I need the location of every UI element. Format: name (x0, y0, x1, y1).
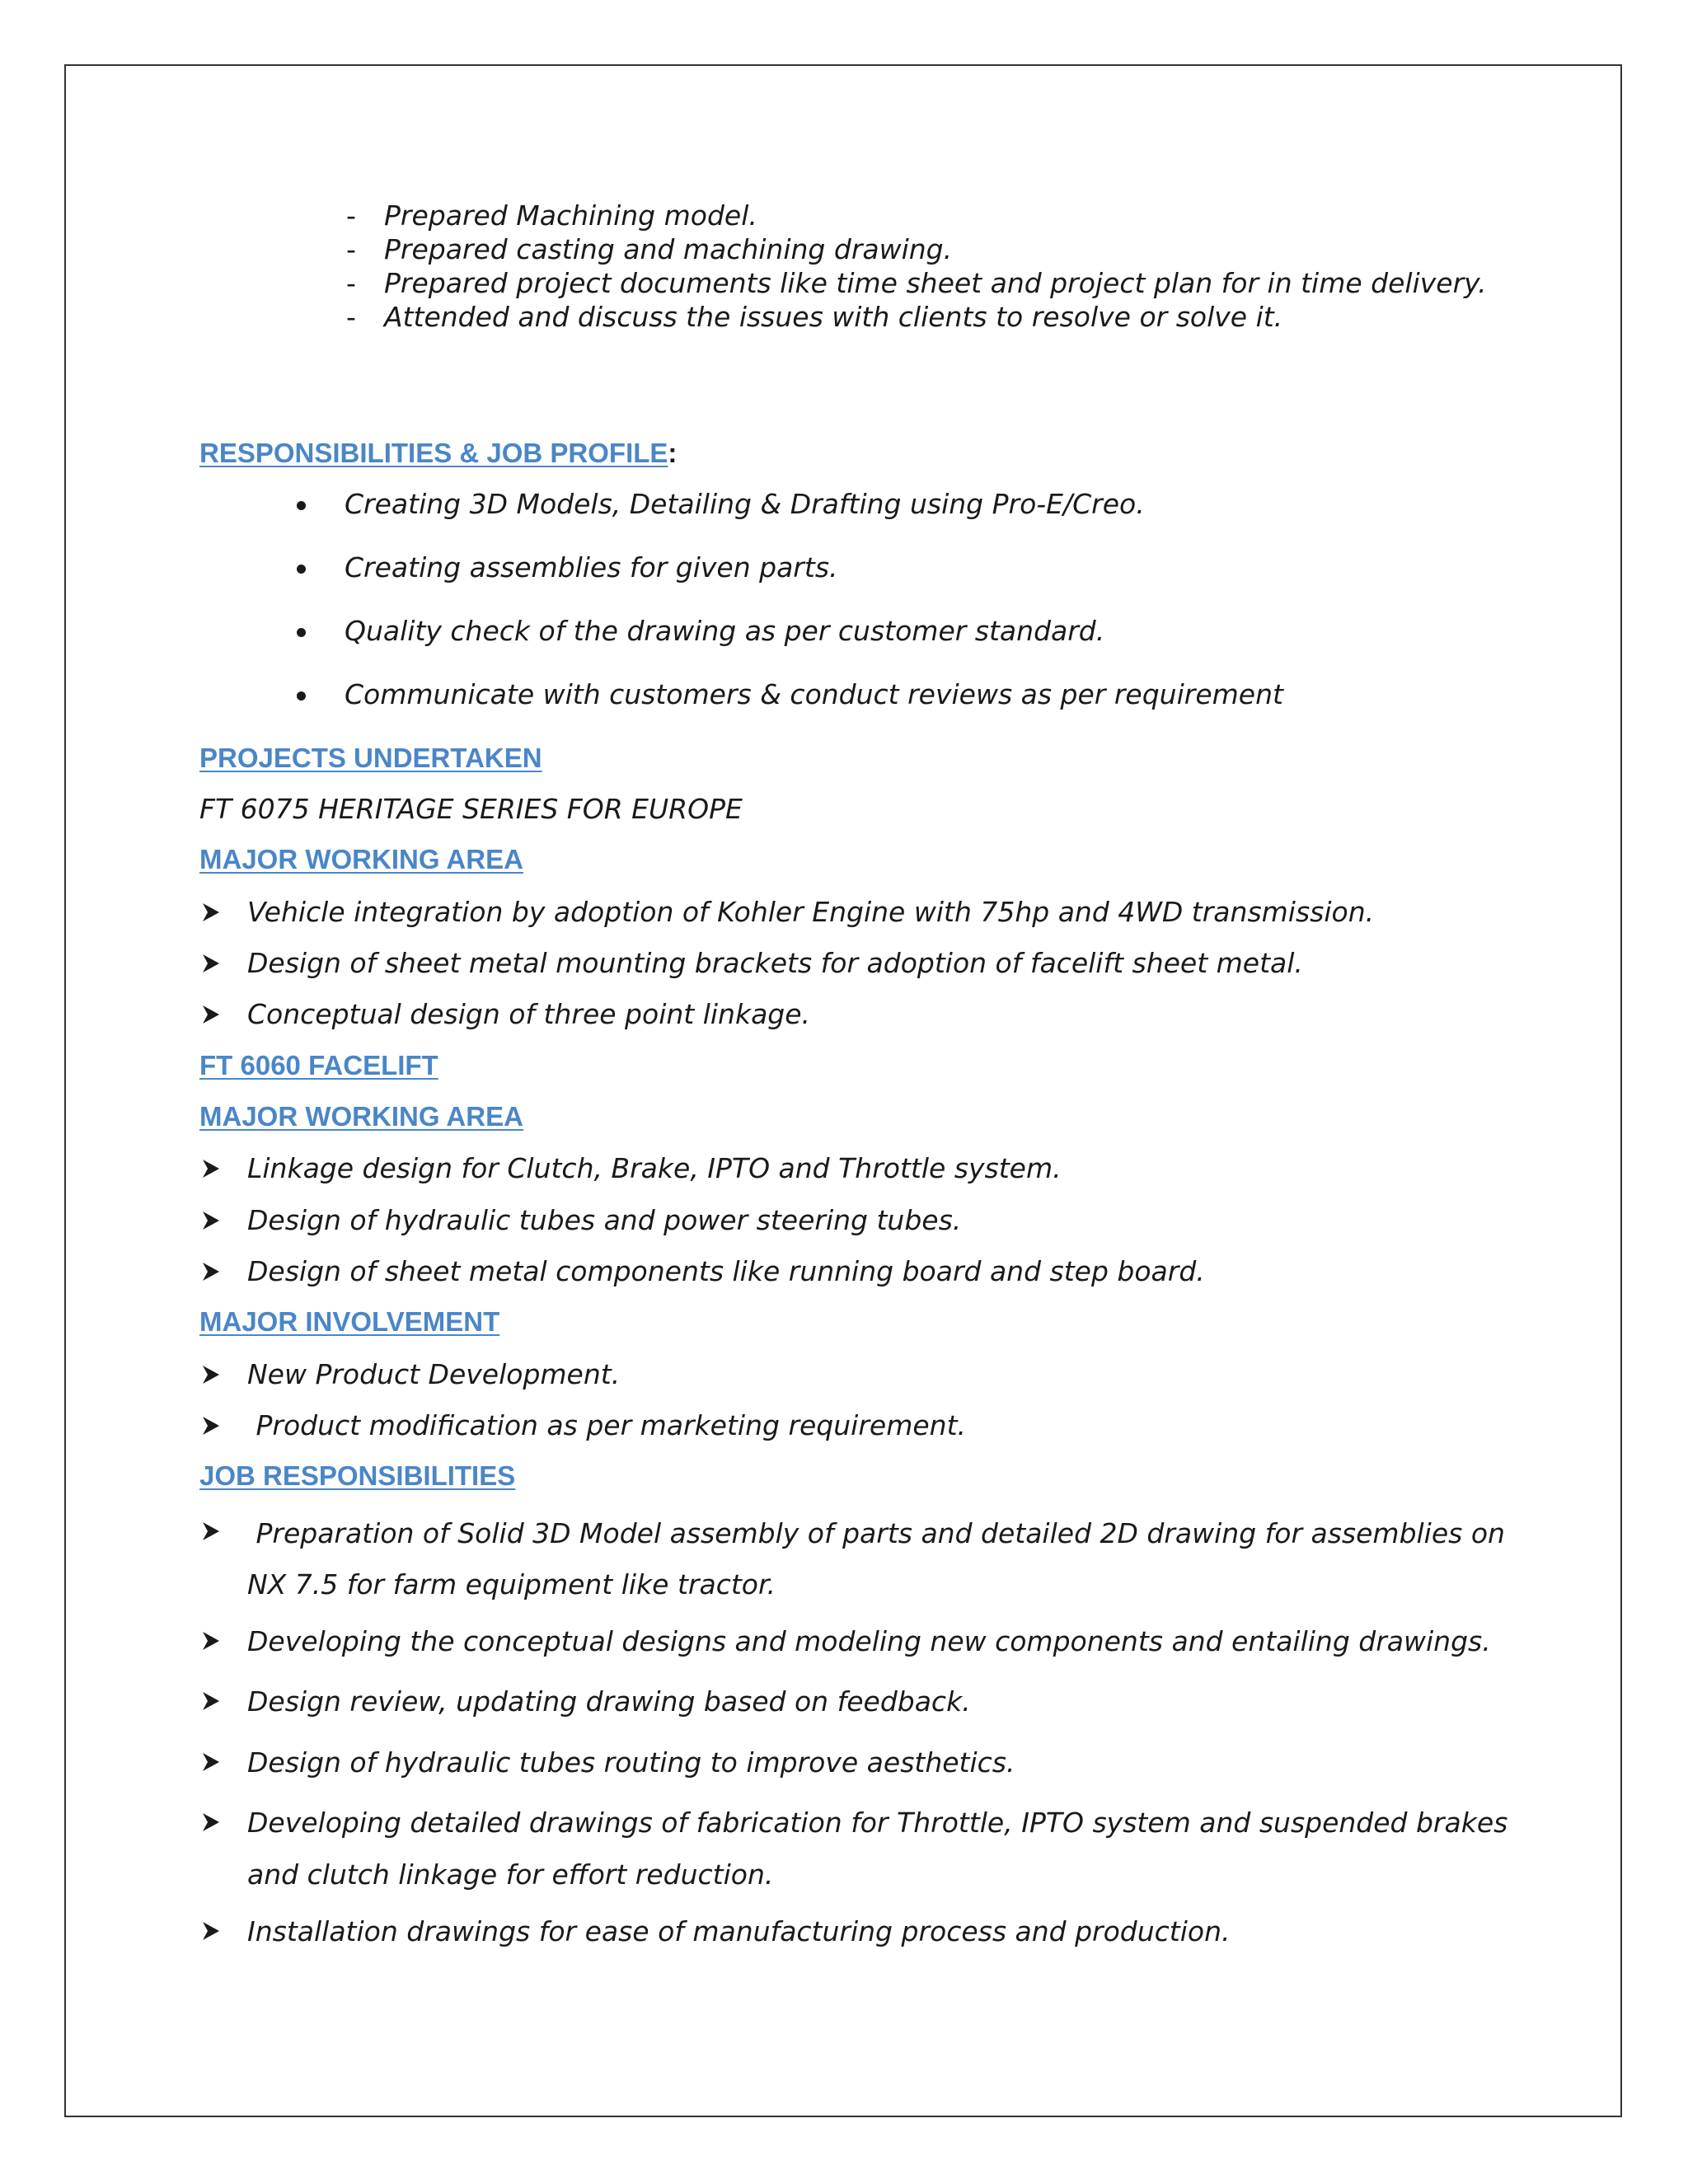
arrow-bullet-icon (201, 1811, 221, 1833)
arrow-bullet-icon (201, 953, 221, 974)
list-item-continuation: NX 7.5 for farm equipment like tractor. (247, 1568, 776, 1601)
list-item: Developing detailed drawings of fabrication for Throttle, IPTO system and suspended brakes (247, 1807, 1508, 1839)
arrow-bullet-icon (201, 1690, 221, 1712)
intro-item: Prepared project documents like time sheet and project plan for in time delivery. (384, 267, 1487, 299)
arrow-bullet-icon (201, 1920, 221, 1942)
list-item: Design of sheet metal mounting brackets for adoption of facelift sheet metal. (247, 947, 1303, 979)
arrow-bullet-icon (201, 1364, 221, 1385)
arrow-bullet-icon (201, 1158, 221, 1179)
dash-marker: - (346, 267, 356, 299)
bullet-dot (297, 691, 306, 701)
major-working-area-heading: MAJOR WORKING AREA (199, 1101, 523, 1132)
list-item: Design of sheet metal components like running board and step board. (247, 1255, 1205, 1287)
list-item: Design of hydraulic tubes and power steering tubes. (247, 1204, 962, 1236)
arrow-bullet-icon (201, 1630, 221, 1652)
list-item: New Product Development. (247, 1358, 621, 1390)
list-item: Vehicle integration by adoption of Kohler Engine with 75hp and 4WD transmission. (247, 896, 1375, 928)
list-item: Preparation of Solid 3D Model assembly of parts and detailed 2D drawing for assemblies on (247, 1517, 1505, 1549)
intro-item: Prepared casting and machining drawing. (384, 233, 953, 265)
list-item-continuation: and clutch linkage for effort reduction. (247, 1858, 774, 1891)
list-item: Creating 3D Models, Detailing & Drafting using Pro-E/Creo. (345, 488, 1145, 520)
bullet-dot (297, 565, 306, 574)
dash-marker: - (346, 233, 356, 265)
bullet-dot (297, 501, 306, 510)
responsibilities-heading (199, 437, 677, 470)
major-involvement-heading: MAJOR INVOLVEMENT (199, 1306, 500, 1337)
job-responsibilities-heading: JOB RESPONSIBILITIES (199, 1460, 516, 1491)
list-item: Communicate with customers & conduct reviews as per requirement (345, 678, 1283, 710)
arrow-bullet-icon (201, 1521, 221, 1542)
project-name: FT 6075 HERITAGE SERIES FOR EUROPE (199, 793, 743, 825)
list-item: Quality check of the drawing as per customer standard. (345, 615, 1105, 647)
arrow-bullet-icon (201, 902, 221, 923)
list-item: Conceptual design of three point linkage. (247, 998, 811, 1030)
list-item: Design of hydraulic tubes routing to improve aesthetics. (247, 1746, 1015, 1779)
project2-heading: FT 6060 FACELIFT (199, 1050, 438, 1080)
list-item: Linkage design for Clutch, Brake, IPTO and Throttle system. (247, 1152, 1062, 1184)
major-working-area-heading: MAJOR WORKING AREA (199, 844, 523, 874)
list-item: Installation drawings for ease of manufacturing process and production. (247, 1915, 1231, 1947)
intro-item: Prepared Machining model. (384, 199, 757, 232)
arrow-bullet-icon (201, 1261, 221, 1282)
bullet-dot (297, 628, 306, 637)
responsibilities-heading-text: RESPONSIBILITIES & JOB PROFILE (199, 438, 668, 468)
arrow-bullet-icon (201, 1751, 221, 1773)
list-item: Creating assemblies for given parts. (345, 551, 838, 583)
arrow-bullet-icon (201, 1004, 221, 1025)
heading-colon: : (668, 438, 678, 468)
dash-marker: - (346, 199, 356, 232)
projects-heading: PROJECTS UNDERTAKEN (199, 743, 542, 773)
arrow-bullet-icon (201, 1210, 221, 1231)
intro-item: Attended and discuss the issues with clients to resolve or solve it. (384, 301, 1283, 333)
list-item: Developing the conceptual designs and modeling new components and entailing drawings. (247, 1625, 1491, 1657)
dash-marker: - (346, 301, 356, 333)
list-item: Product modification as per marketing requirement. (247, 1409, 967, 1441)
list-item: Design review, updating drawing based on feedback. (247, 1685, 971, 1718)
arrow-bullet-icon (201, 1415, 221, 1436)
